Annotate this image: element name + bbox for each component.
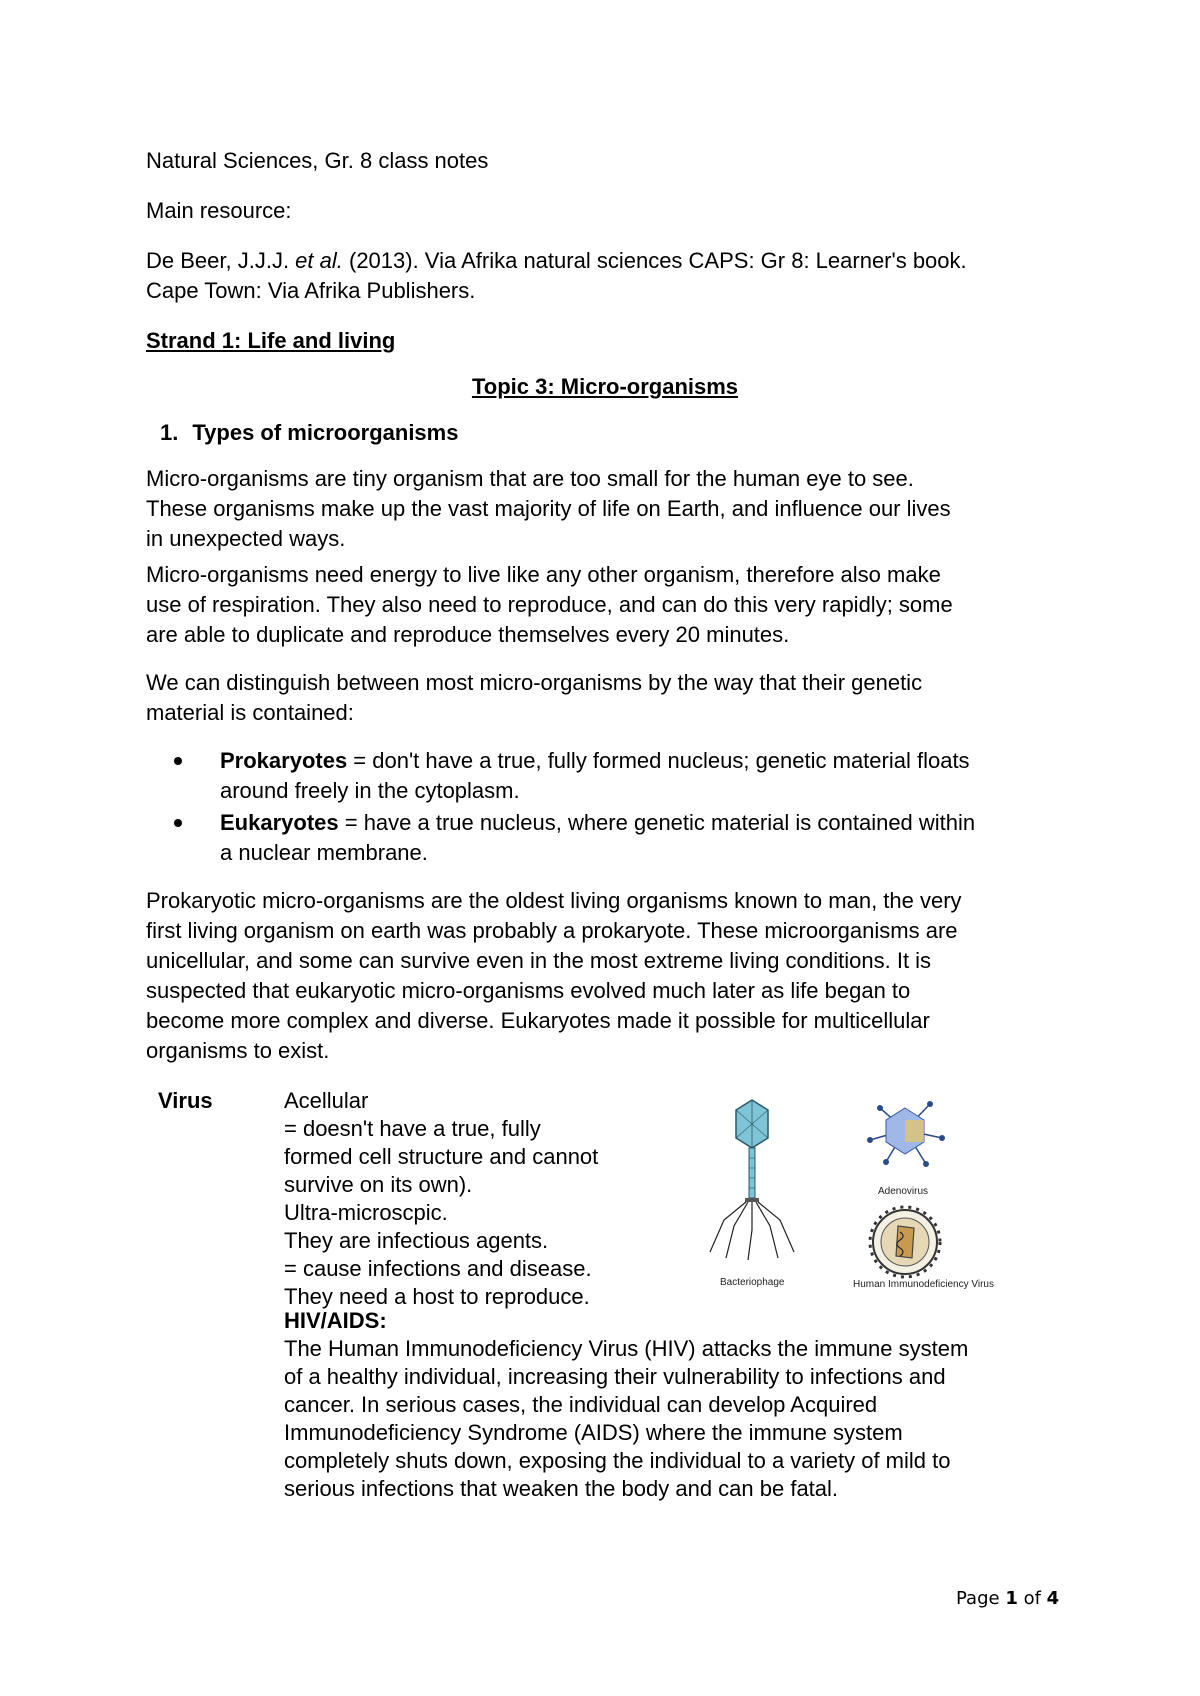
paragraph-3 xyxy=(146,668,1076,728)
paragraph-4-line: unicellular, and some can survive even in the most extreme living conditions. It is xyxy=(146,948,932,973)
hiv-illustration xyxy=(870,1207,940,1277)
section-title: Types of microorganisms xyxy=(192,420,459,445)
page-total: 4 xyxy=(1046,1588,1060,1609)
virus-line: = cause infections and disease. xyxy=(284,1256,592,1281)
virus-line: = doesn't have a true, fully xyxy=(284,1116,541,1141)
virus-line: They are infectious agents. xyxy=(284,1228,549,1253)
bullet-definition: = have a true nucleus, where genetic material is contained within xyxy=(338,810,976,835)
paragraph-4-line: organisms to exist. xyxy=(146,1038,330,1063)
section-number: 1. xyxy=(160,420,179,445)
paragraph-1-line: Micro-organisms are tiny organism that are too small for the human eye to see. xyxy=(146,466,914,491)
page-number: 1 xyxy=(1005,1588,1018,1609)
bacteriophage-caption: Bacteriophage xyxy=(720,1277,785,1288)
paragraph-3-line: material is contained: xyxy=(146,700,354,725)
paragraph-2-line: use of respiration. They also need to reproduce, and can do this very rapidly; some xyxy=(146,592,953,617)
citation-authors: De Beer, J.J.J. xyxy=(146,248,296,273)
paragraph-4-line: become more complex and diverse. Eukaryotes made it possible for multicellular xyxy=(146,1008,930,1033)
paragraph-4-line: Prokaryotic micro-organisms are the oldest living organisms known to man, the very xyxy=(146,888,962,913)
paragraph-2 xyxy=(146,560,1076,650)
strand-heading: Strand 1: Life and living xyxy=(146,328,396,353)
adenovirus-illustration xyxy=(867,1101,945,1167)
bullet-definition: = don't have a true, fully formed nucleus; genetic material floats xyxy=(347,748,970,773)
paragraph-1-line: in unexpected ways. xyxy=(146,526,346,551)
virus-illustrations xyxy=(690,1080,1050,1300)
bullet-term: Prokaryotes xyxy=(220,748,348,773)
paragraph-2-line: are able to duplicate and reproduce themselves every 20 minutes. xyxy=(146,622,790,647)
hiv-line: cancer. In serious cases, the individual can develop Acquired xyxy=(284,1392,878,1417)
hiv-line: serious infections that weaken the body and can be fatal. xyxy=(284,1476,839,1501)
virus-line: formed cell structure and cannot xyxy=(284,1144,599,1169)
paragraph-1-line: These organisms make up the vast majority of life on Earth, and influence our lives xyxy=(146,496,951,521)
hiv-aids-section xyxy=(284,1307,1084,1503)
paragraph-3-line: We can distinguish between most micro-organisms by the way that their genetic xyxy=(146,670,923,695)
paragraph-4-line: suspected that eukaryotic micro-organisms evolved much later as life began to xyxy=(146,978,911,1003)
paragraph-4-line: first living organism on earth was probably a prokaryote. These microorganisms are xyxy=(146,918,958,943)
virus-label: Virus xyxy=(158,1088,213,1113)
virus-description xyxy=(284,1087,664,1311)
hiv-caption: Human Immunodeficiency Virus xyxy=(853,1279,994,1290)
citation-line-2: Cape Town: Via Afrika Publishers. xyxy=(146,278,476,303)
bullet-dot xyxy=(174,819,182,827)
hiv-line: of a healthy individual, increasing their vulnerability to infections and xyxy=(284,1364,946,1389)
hiv-line: Immunodeficiency Syndrome (AIDS) where the immune system xyxy=(284,1420,903,1445)
bullet-dot xyxy=(174,757,182,765)
bullet-term: Eukaryotes xyxy=(220,810,339,835)
hiv-line: The Human Immunodeficiency Virus (HIV) attacks the immune system xyxy=(284,1336,969,1361)
hiv-line: completely shuts down, exposing the individual to a variety of mild to xyxy=(284,1448,951,1473)
citation-line-1 xyxy=(146,246,967,276)
topic-heading-text: Topic 3: Micro-organisms xyxy=(471,374,739,399)
citation-title: (2013). Via Afrika natural sciences CAPS: Gr 8: Learner's book. xyxy=(342,248,967,273)
resource-label: Main resource: xyxy=(146,198,292,223)
page-label: Page xyxy=(956,1588,1006,1609)
virus-types-figure xyxy=(690,1080,1050,1300)
paragraph-1 xyxy=(146,464,1076,554)
page-of-label: of xyxy=(1017,1588,1047,1609)
virus-line: Acellular xyxy=(284,1088,369,1113)
paragraph-4 xyxy=(146,886,1076,1066)
virus-line: They need a host to reproduce. xyxy=(284,1284,590,1309)
course-title: Natural Sciences, Gr. 8 class notes xyxy=(146,148,489,173)
adenovirus-caption: Adenovirus xyxy=(878,1186,929,1197)
citation-et-al: et al. xyxy=(295,248,343,273)
hiv-heading: HIV/AIDS: xyxy=(284,1308,387,1333)
bullet-continuation: a nuclear membrane. xyxy=(220,840,428,865)
bullet-continuation: around freely in the cytoplasm. xyxy=(220,778,520,803)
virus-line: survive on its own). xyxy=(284,1172,473,1197)
virus-line: Ultra-microscpic. xyxy=(284,1200,448,1225)
topic-heading xyxy=(146,372,1064,402)
bacteriophage-illustration xyxy=(710,1100,794,1260)
page-footer xyxy=(956,1588,1059,1609)
paragraph-2-line: Micro-organisms need energy to live like any other organism, therefore also make xyxy=(146,562,941,587)
section-heading xyxy=(160,418,458,448)
